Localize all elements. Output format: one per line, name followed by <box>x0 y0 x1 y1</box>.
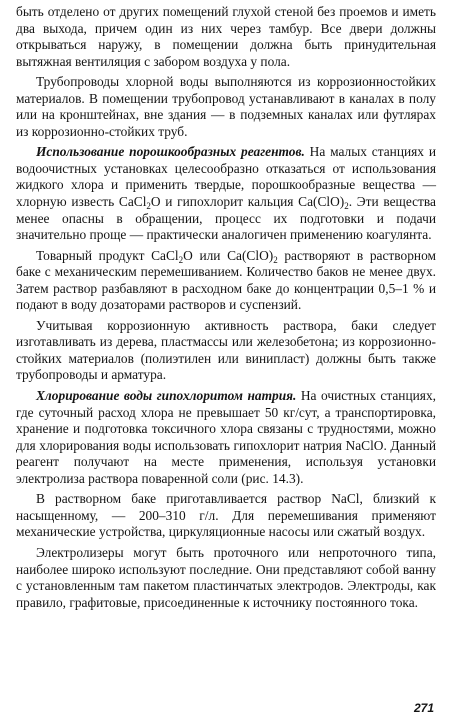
paragraph <box>16 545 436 611</box>
text-run: Учитывая коррозионную активность раствора, баки следует изготавливать из дерева, пластмассы или железобетона; из коррозионно-стойких материалов (полиэтилен или винипласт) должны быть также трубопроводы и арматура. <box>16 317 436 383</box>
text-run: На малых станциях и водоочистных установках целесообразно отказаться от использования жидкого хлора и применить твердые, порошкообразные вещества — хлорную известь CaCl <box>16 144 437 210</box>
subscript: 2 <box>344 201 349 212</box>
text-run: Трубопроводы хлорной воды выполняются из коррозионностойких материалов. В помещении трубопровод устанавливают в каналах в полу или на кронштейнах, вне здания — в подземных каналах или футлярах из коррозионно-стойких труб. <box>16 74 436 139</box>
text-run: . Эти вещества менее опасны в обращении, процесс их подготовки и подачи значительно проще — практически аналогичен применению коагулянта. <box>16 194 436 243</box>
paragraph <box>16 491 436 541</box>
run-in-heading: Использование порошкообразных реагентов. <box>36 144 305 160</box>
subscript: 2 <box>273 254 278 265</box>
text-run: Товарный продукт CaCl <box>36 247 179 263</box>
text-run: На очистных станциях, где суточный расход хлора не превышает 50 кг/сут, а транспортировка, хранение и подготовка токсичного хлора связаны с трудностями, можно для хлорирования воды использовать гипохлорит натрия NaClO. Данный реагент получают на месте применения, используя установки электролиза раствора поваренной соли (рис. 14.3). <box>16 388 436 486</box>
text-run: быть отделено от других помещений глухой стеной без проемов и иметь два выхода, причем один из них через тамбур. Все двери должны открываться наружу, в помещении должна быть принудительная вытяжная вентиляция с забором воздуха у пола. <box>16 4 436 69</box>
text-run: растворяют в растворном баке с механическим перемешиванием. Количество баков не менее двух. Затем раствор разбавляют в расходном баке до концентрации 0,5–1 % и подают в воду дозаторами растворов и суспензий. <box>16 247 436 313</box>
subscript: 2 <box>178 254 184 265</box>
paragraph <box>16 144 436 243</box>
page-number: 271 <box>413 701 434 715</box>
paragraph <box>16 318 436 384</box>
paragraph <box>16 4 436 70</box>
text-run: O или Ca(ClO) <box>183 247 274 263</box>
run-in-heading: Хлорирование воды гипохлоритом натрия. <box>36 388 297 404</box>
text-run: O и гипохлорит кальция Ca(ClO) <box>150 194 345 210</box>
paragraph <box>16 74 436 140</box>
paragraph <box>16 248 436 314</box>
subscript: 2 <box>146 201 151 212</box>
paragraph <box>16 388 436 487</box>
text-run: Электролизеры могут быть проточного или непроточного типа, наиболее широко используют последние. Они представляют собой ванну с установленным там пакетом пластинчатых электродов. Электроды, как правило, графитовые, присоединенные к источнику постоянного тока. <box>16 544 436 610</box>
text-run: В растворном баке приготавливается раствор NaCl, близкий к насыщенному, — 200–310 г/л. Для перемешивания применяют механические устройства, циркуляционные насосы или сжатый воздух. <box>16 491 436 540</box>
text-body <box>16 4 436 611</box>
